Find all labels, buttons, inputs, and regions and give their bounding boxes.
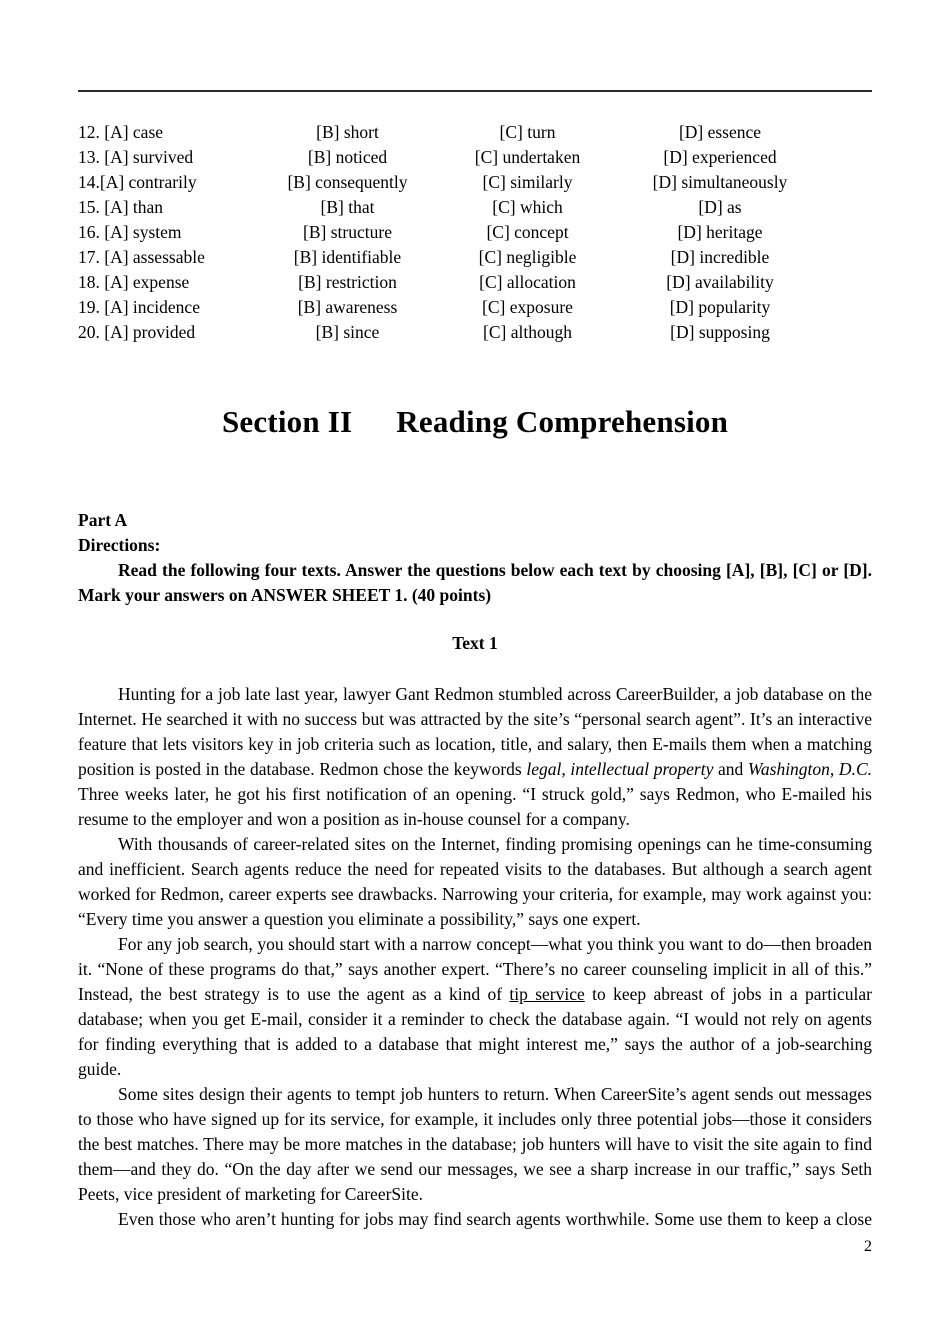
option-choice-d[interactable]: [D] simultaneously <box>652 172 788 192</box>
option-choice-d[interactable]: [D] incredible <box>670 247 770 267</box>
option-row-label-a[interactable]: 14.[A] contrarily <box>78 172 197 192</box>
text1-heading: Text 1 <box>452 633 498 653</box>
paragraph-4: Some sites design their agents to tempt job hunters to return. When CareerSite’s agent sends out messages to those who have signed up for its service, for example, it includes only three potential jobs—those it considers the best matches. There may be more matches in the database; job hunters will have to visit the site again to find them—and they do. “On the day after we send our messages, we see a sharp increase in our traffic,” says Seth Peets, vice president of marketing for CareerSite. <box>78 1084 872 1204</box>
italic-keywords-2: Washington, D.C. <box>747 759 872 779</box>
option-row-label-a[interactable]: 15. [A] than <box>78 197 164 217</box>
option-choice-c[interactable]: [C] similarly <box>482 172 573 192</box>
option-choice-c[interactable]: [C] concept <box>486 222 569 242</box>
option-choice-c[interactable]: [C] although <box>483 322 572 342</box>
cloze-options-list <box>78 120 872 345</box>
option-choice-b[interactable]: [B] since <box>315 322 380 342</box>
option-choice-b[interactable]: [B] short <box>316 122 379 142</box>
option-choice-d[interactable]: [D] experienced <box>663 147 777 167</box>
option-row <box>78 270 872 295</box>
paragraph-1: Hunting for a job late last year, lawyer Gant Redmon stumbled across CareerBuilder, a job database on the Internet. He searched it with no success but was attracted by the site’s “personal search agent”. It’s an interactive feature that lets visitors key in job criteria such as location, title, and salary, then E-mails them when a matching position is posted in the database. Redmon chose the keywords legal, intellectual property and Washington, D.C. Three weeks later, he got his first notification of an opening. “I struck gold,” says Redmon, who E-mailed his resume to the employer and won a position as in-house counsel for a company. <box>78 684 872 829</box>
option-choice-c[interactable]: [C] exposure <box>482 297 573 317</box>
option-row <box>78 170 872 195</box>
option-choice-d[interactable]: [D] availability <box>666 272 774 292</box>
option-choice-b[interactable]: [B] awareness <box>297 297 398 317</box>
option-choice-c[interactable]: [C] undertaken <box>474 147 581 167</box>
option-choice-d[interactable]: [D] supposing <box>670 322 770 342</box>
option-choice-b[interactable]: [B] structure <box>303 222 392 242</box>
text1-body <box>78 682 872 1232</box>
option-row <box>78 245 872 270</box>
option-row <box>78 145 872 170</box>
option-row <box>78 195 872 220</box>
option-choice-c[interactable]: [C] turn <box>499 122 556 142</box>
option-choice-b[interactable]: [B] identifiable <box>293 247 402 267</box>
option-row-label-a[interactable]: 13. [A] survived <box>78 147 194 167</box>
option-choice-c[interactable]: [C] which <box>492 197 563 217</box>
paragraph-5: Even those who aren’t hunting for jobs may find search agents worthwhile. Some use them to keep a close <box>118 1209 872 1229</box>
option-choice-d[interactable]: [D] as <box>698 197 742 217</box>
option-choice-d[interactable]: [D] heritage <box>677 222 763 242</box>
italic-keywords-1: legal, intellectual property <box>526 759 714 779</box>
underlined-phrase: tip service <box>509 984 585 1004</box>
option-choice-b[interactable]: [B] consequently <box>287 172 408 192</box>
option-row-label-a[interactable]: 16. [A] system <box>78 222 182 242</box>
option-choice-b[interactable]: [B] that <box>320 197 375 217</box>
option-choice-d[interactable]: [D] essence <box>678 122 762 142</box>
option-choice-c[interactable]: [C] allocation <box>479 272 576 292</box>
option-row-label-a[interactable]: 18. [A] expense <box>78 272 190 292</box>
section-label: Section II <box>221 404 353 439</box>
header-rule <box>78 90 872 92</box>
page-number: 2 <box>864 1238 872 1255</box>
option-row-label-a[interactable]: 20. [A] provided <box>78 322 196 342</box>
directions-text: Read the following four texts. Answer the questions below each text by choosing [A], [B], [C] or [D]. Mark your answers on ANSWER SHEET 1. (40 points) <box>78 560 872 605</box>
option-choice-b[interactable]: [B] restriction <box>298 272 397 292</box>
directions-label: Directions: <box>78 535 161 555</box>
section-title: Reading Comprehension <box>396 404 729 439</box>
option-row <box>78 320 872 345</box>
option-row-label-a[interactable]: 17. [A] assessable <box>78 247 205 267</box>
option-row-label-a[interactable]: 19. [A] incidence <box>78 297 200 317</box>
paragraph-3: For any job search, you should start with a narrow concept—what you think you want to do—then broaden it. “None of these programs do that,” says another expert. “There’s no career counseling implicit in all of this.” Instead, the best strategy is to use the agent as a kind of tip service to keep abreast of jobs in a particular database; when you get E-mail, consider it a reminder to check the database again. “I would not rely on agents for finding everything that is added to a database that might interest me,” says the author of a job-searching guide. <box>78 934 872 1079</box>
option-choice-c[interactable]: [C] negligible <box>478 247 577 267</box>
option-choice-b[interactable]: [B] noticed <box>307 147 388 167</box>
option-row <box>78 295 872 320</box>
paragraph-2: With thousands of career-related sites on the Internet, finding promising openings can he time-consuming and inefficient. Search agents reduce the need for repeated visits to the databases. But although a search agent worked for Redmon, career experts see drawbacks. Narrowing your criteria, for example, may work against you: “Every time you answer a question you eliminate a possibility,” says one expert. <box>78 834 872 929</box>
directions-block <box>78 508 872 608</box>
option-row-label-a[interactable]: 12. [A] case <box>78 122 164 142</box>
option-row <box>78 120 872 145</box>
option-choice-d[interactable]: [D] popularity <box>669 297 771 317</box>
part-label: Part A <box>78 510 128 530</box>
option-row <box>78 220 872 245</box>
section-heading <box>78 404 872 440</box>
